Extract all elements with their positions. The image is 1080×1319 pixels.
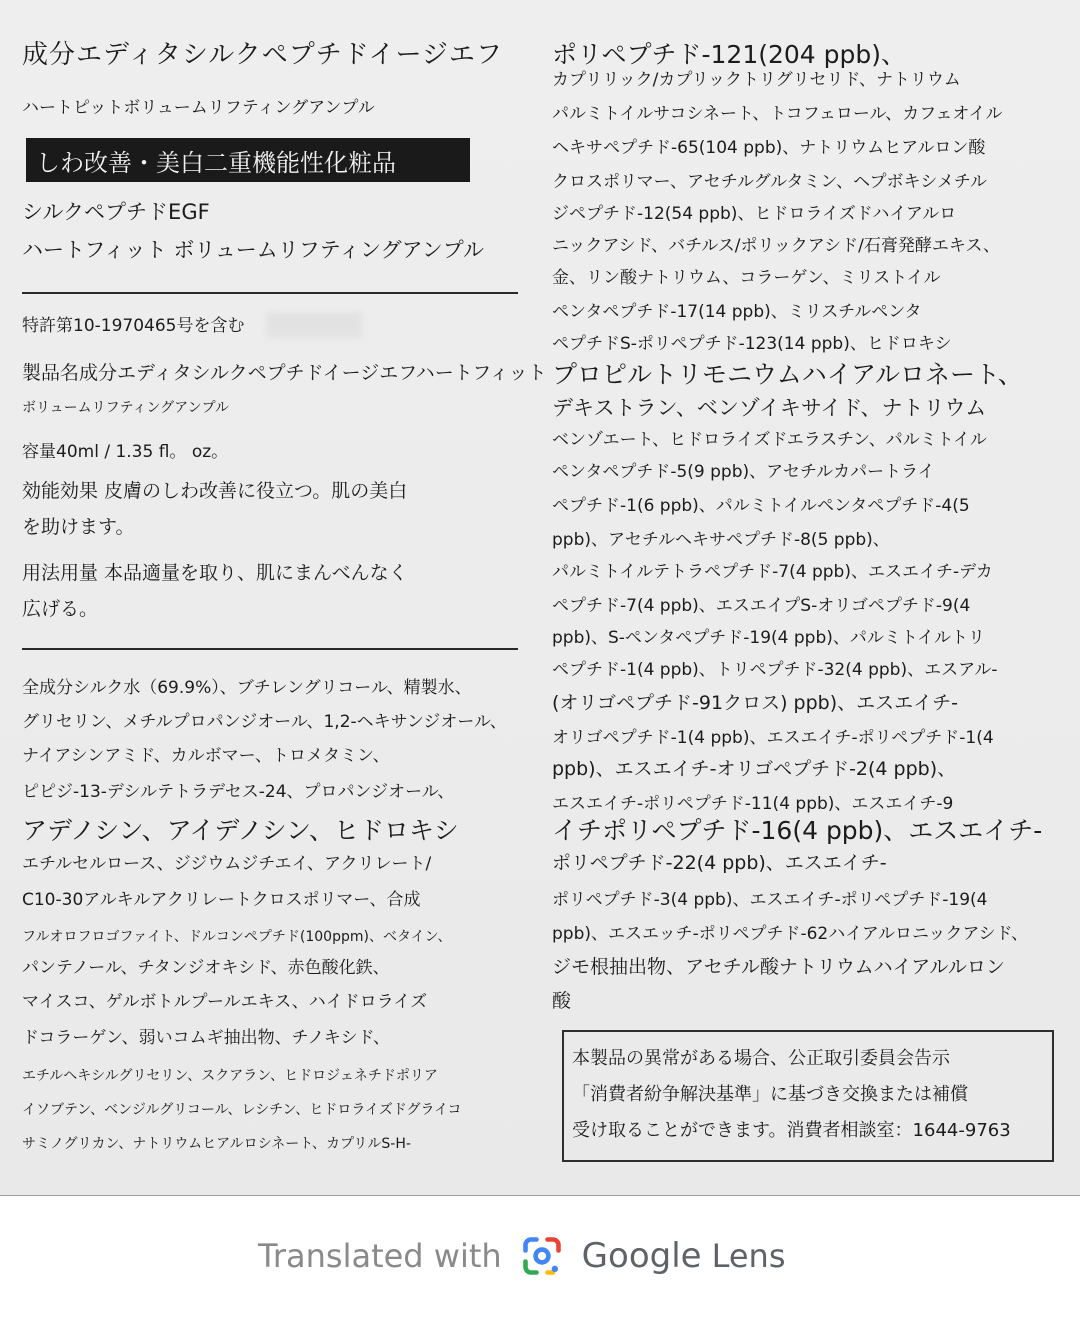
google-lens-brand	[582, 1236, 786, 1276]
consumer-notice-box	[562, 1030, 1054, 1162]
notice-line: 「消費者紛争解決基準」に基づき交換または補償	[572, 1084, 968, 1105]
ingredient-line: パルミトイルサコシネート、トコフェロール、カフェオイル	[552, 104, 1003, 124]
ingredient-line: ppb)、エスエイチ-オリゴペプチド-2(4 ppb)、	[552, 758, 957, 780]
ingredient-line: ペプチド-1(6 ppb)、パルミトイルペンタペプチド-4(5	[552, 496, 970, 516]
ingredient-line: ペプチド-7(4 ppb)、エスエイプS-オリゴペプチド-9(4	[552, 596, 971, 616]
notice-line: 受け取ることができます。消費者相談室：1644-9763	[572, 1120, 1011, 1141]
ingredient-line: ピピジ-13-デシルテトラデセス-24、プロパンジオール、	[22, 782, 455, 802]
ingredient-line: ヘキサペプチド-65(104 ppb)、ナトリウムヒアルロン酸	[552, 138, 986, 158]
ingredient-line: ペンタペプチド-5(9 ppb)、アセチルカパートライ	[552, 462, 935, 482]
ingredient-line: クロスポリマー、アセチルグルタミン、ヘプボキシメチル	[552, 172, 988, 192]
ingredient-line: パンテノール、チタンジオキシド、赤色酸化鉄、	[22, 958, 390, 978]
ingredient-line: 金、リン酸ナトリウム、コラーゲン、ミリストイル	[552, 268, 941, 288]
ingredient-line: エスエイチ-ポリペプチド-11(4 ppb)、エスエイチ-9	[552, 794, 954, 814]
product-line-2: ハートフィット ボリュームリフティングアンプル	[22, 238, 484, 262]
ingredient-line: 酸	[552, 990, 572, 1012]
ingredient-line: ジモ根抽出物、アセチル酸ナトリウムハイアルルロン	[552, 956, 1005, 978]
ingredient-line: イチポリペプチド-16(4 ppb)、エスエイチ-	[552, 816, 1043, 845]
functional-badge	[26, 138, 470, 182]
ingredient-line: ppb)、S-ペンタペプチド-19(4 ppb)、パルミトイルトリ	[552, 628, 986, 648]
ingredient-line: エチルセルロース、ジジウムジチエイ、アクリレート/	[22, 854, 432, 874]
blurred-mark	[266, 312, 362, 338]
ingredient-line: ペプチドS-ポリペプチド-123(14 ppb)、ヒドロキシ	[552, 334, 952, 354]
ingredient-line: グリセリン、メチルプロパンジオール、1,2-ヘキサンジオール、	[22, 712, 507, 732]
ingredient-line: ナイアシンアミド、カルボマー、トロメタミン、	[22, 746, 390, 766]
ingredient-line: ポリペプチド-22(4 ppb)、エスエイチ-	[552, 852, 887, 874]
ingredient-line: ドコラーゲン、弱いコムギ抽出物、チノキシド、	[22, 1028, 391, 1048]
ingredient-line: アデノシン、アイデノシン、ヒドロキシ	[22, 816, 459, 845]
product-line-1: シルクペプチドEGF	[22, 200, 210, 224]
footer-content	[258, 1236, 785, 1276]
efficacy-line-2: を助けます。	[22, 516, 135, 538]
product-name: 製品名成分エディタシルクペプチドイージエフハートフィット	[22, 362, 547, 384]
ingredient-line: ポリペプチド-3(4 ppb)、エスエイチ-ポリペプチド-19(4	[552, 890, 988, 910]
google-lens-icon	[520, 1234, 564, 1278]
ingredient-line: カプリリック/カプリックトリグリセリド、ナトリウム	[552, 70, 961, 90]
usage-line-1: 用法用量 本品適量を取り、肌にまんべんなく	[22, 562, 408, 584]
ingredient-line: 全成分シルク水（69.9%）、ブチレングリコール、精製水、	[22, 678, 472, 698]
efficacy-line-1: 効能効果 皮膚のしわ改善に役立つ。肌の美白	[22, 480, 408, 502]
patent-text: 特許第10-1970465号を含む	[22, 316, 245, 336]
ingredient-line: プロピルトリモニウムハイアルロネート、	[552, 360, 1023, 389]
functional-badge-text: しわ改善・美白二重機能性化粧品	[36, 148, 396, 177]
ingredient-line: オリゴペプチド-1(4 ppb)、エスエイチ-ポリペプチド-1(4	[552, 728, 994, 748]
ingredient-line: ppb)、エスエッチ-ポリペプチド-62ハイアルロニックアシド、	[552, 924, 1029, 944]
ingredient-line: マイスコ、ゲルボトルプールエキス、ハイドロライズ	[22, 992, 428, 1012]
translation-footer	[0, 1196, 1080, 1319]
ingredient-line: ジペプチド-12(54 ppb)、ヒドロライズドハイアルロ	[552, 204, 957, 224]
ingredient-line: ペンタペプチド-17(14 ppb)、ミリスチルペンタ	[552, 302, 922, 322]
product-subtitle: ハートピットボリュームリフティングアンプル	[22, 98, 375, 118]
capacity-text: 容量40ml / 1.35 fl。 oz。	[22, 442, 229, 462]
ingredient-line: ニックアシド、バチルス/ポリックアシド/石膏発酵エキス、	[552, 236, 1001, 256]
divider	[22, 648, 518, 650]
lens-wordmark: Lens	[711, 1237, 786, 1275]
product-name-sub: ボリュームリフティングアンプル	[22, 400, 230, 416]
divider	[22, 292, 518, 294]
ingredient-line: フルオロフロゴファイト、ドルコンペプチド(100ppm)、ベタイン、	[22, 929, 452, 945]
translated-with-text: Translated with	[258, 1237, 502, 1275]
ingredient-line: パルミトイルテトラペプチド-7(4 ppb)、エスエイチ-デカ	[552, 562, 993, 582]
product-title: 成分エディタシルクペプチドイージエフ	[22, 40, 503, 70]
ingredient-line: エチルヘキシルグリセリン、スクアラン、ヒドロジェネチドポリア	[22, 1068, 438, 1084]
google-wordmark: Google	[581, 1236, 702, 1276]
ingredient-line: (オリゴペプチド-91クロス) ppb)、エスエイチ-	[552, 692, 958, 714]
ingredient-line: サミノグリカン、ナトリウムヒアルロシネート、カプリルS-H-	[22, 1136, 411, 1152]
ingredient-line: ベンゾエート、ヒドロライズドエラスチン、パルミトイル	[552, 430, 987, 450]
ingredient-line: ペプチド-1(4 ppb)、トリペプチド-32(4 ppb)、エスアル-	[552, 660, 998, 680]
ingredient-line: ppb)、アセチルヘキサペプチド-8(5 ppb)、	[552, 530, 890, 550]
ingredient-line: ポリペプチド-121(204 ppb)、	[552, 40, 907, 69]
ingredient-line: デキストラン、ベンゾイキサイド、ナトリウム	[552, 396, 987, 420]
notice-line: 本製品の異常がある場合、公正取引委員会告示	[572, 1048, 950, 1069]
usage-line-2: 広げる。	[22, 598, 99, 620]
ingredient-line: C10-30アルキルアクリレートクロスポリマー、合成	[22, 890, 421, 910]
ingredient-line: イソブテン、ベンジルグリコール、レシチン、ヒドロライズドグライコ	[22, 1102, 462, 1118]
